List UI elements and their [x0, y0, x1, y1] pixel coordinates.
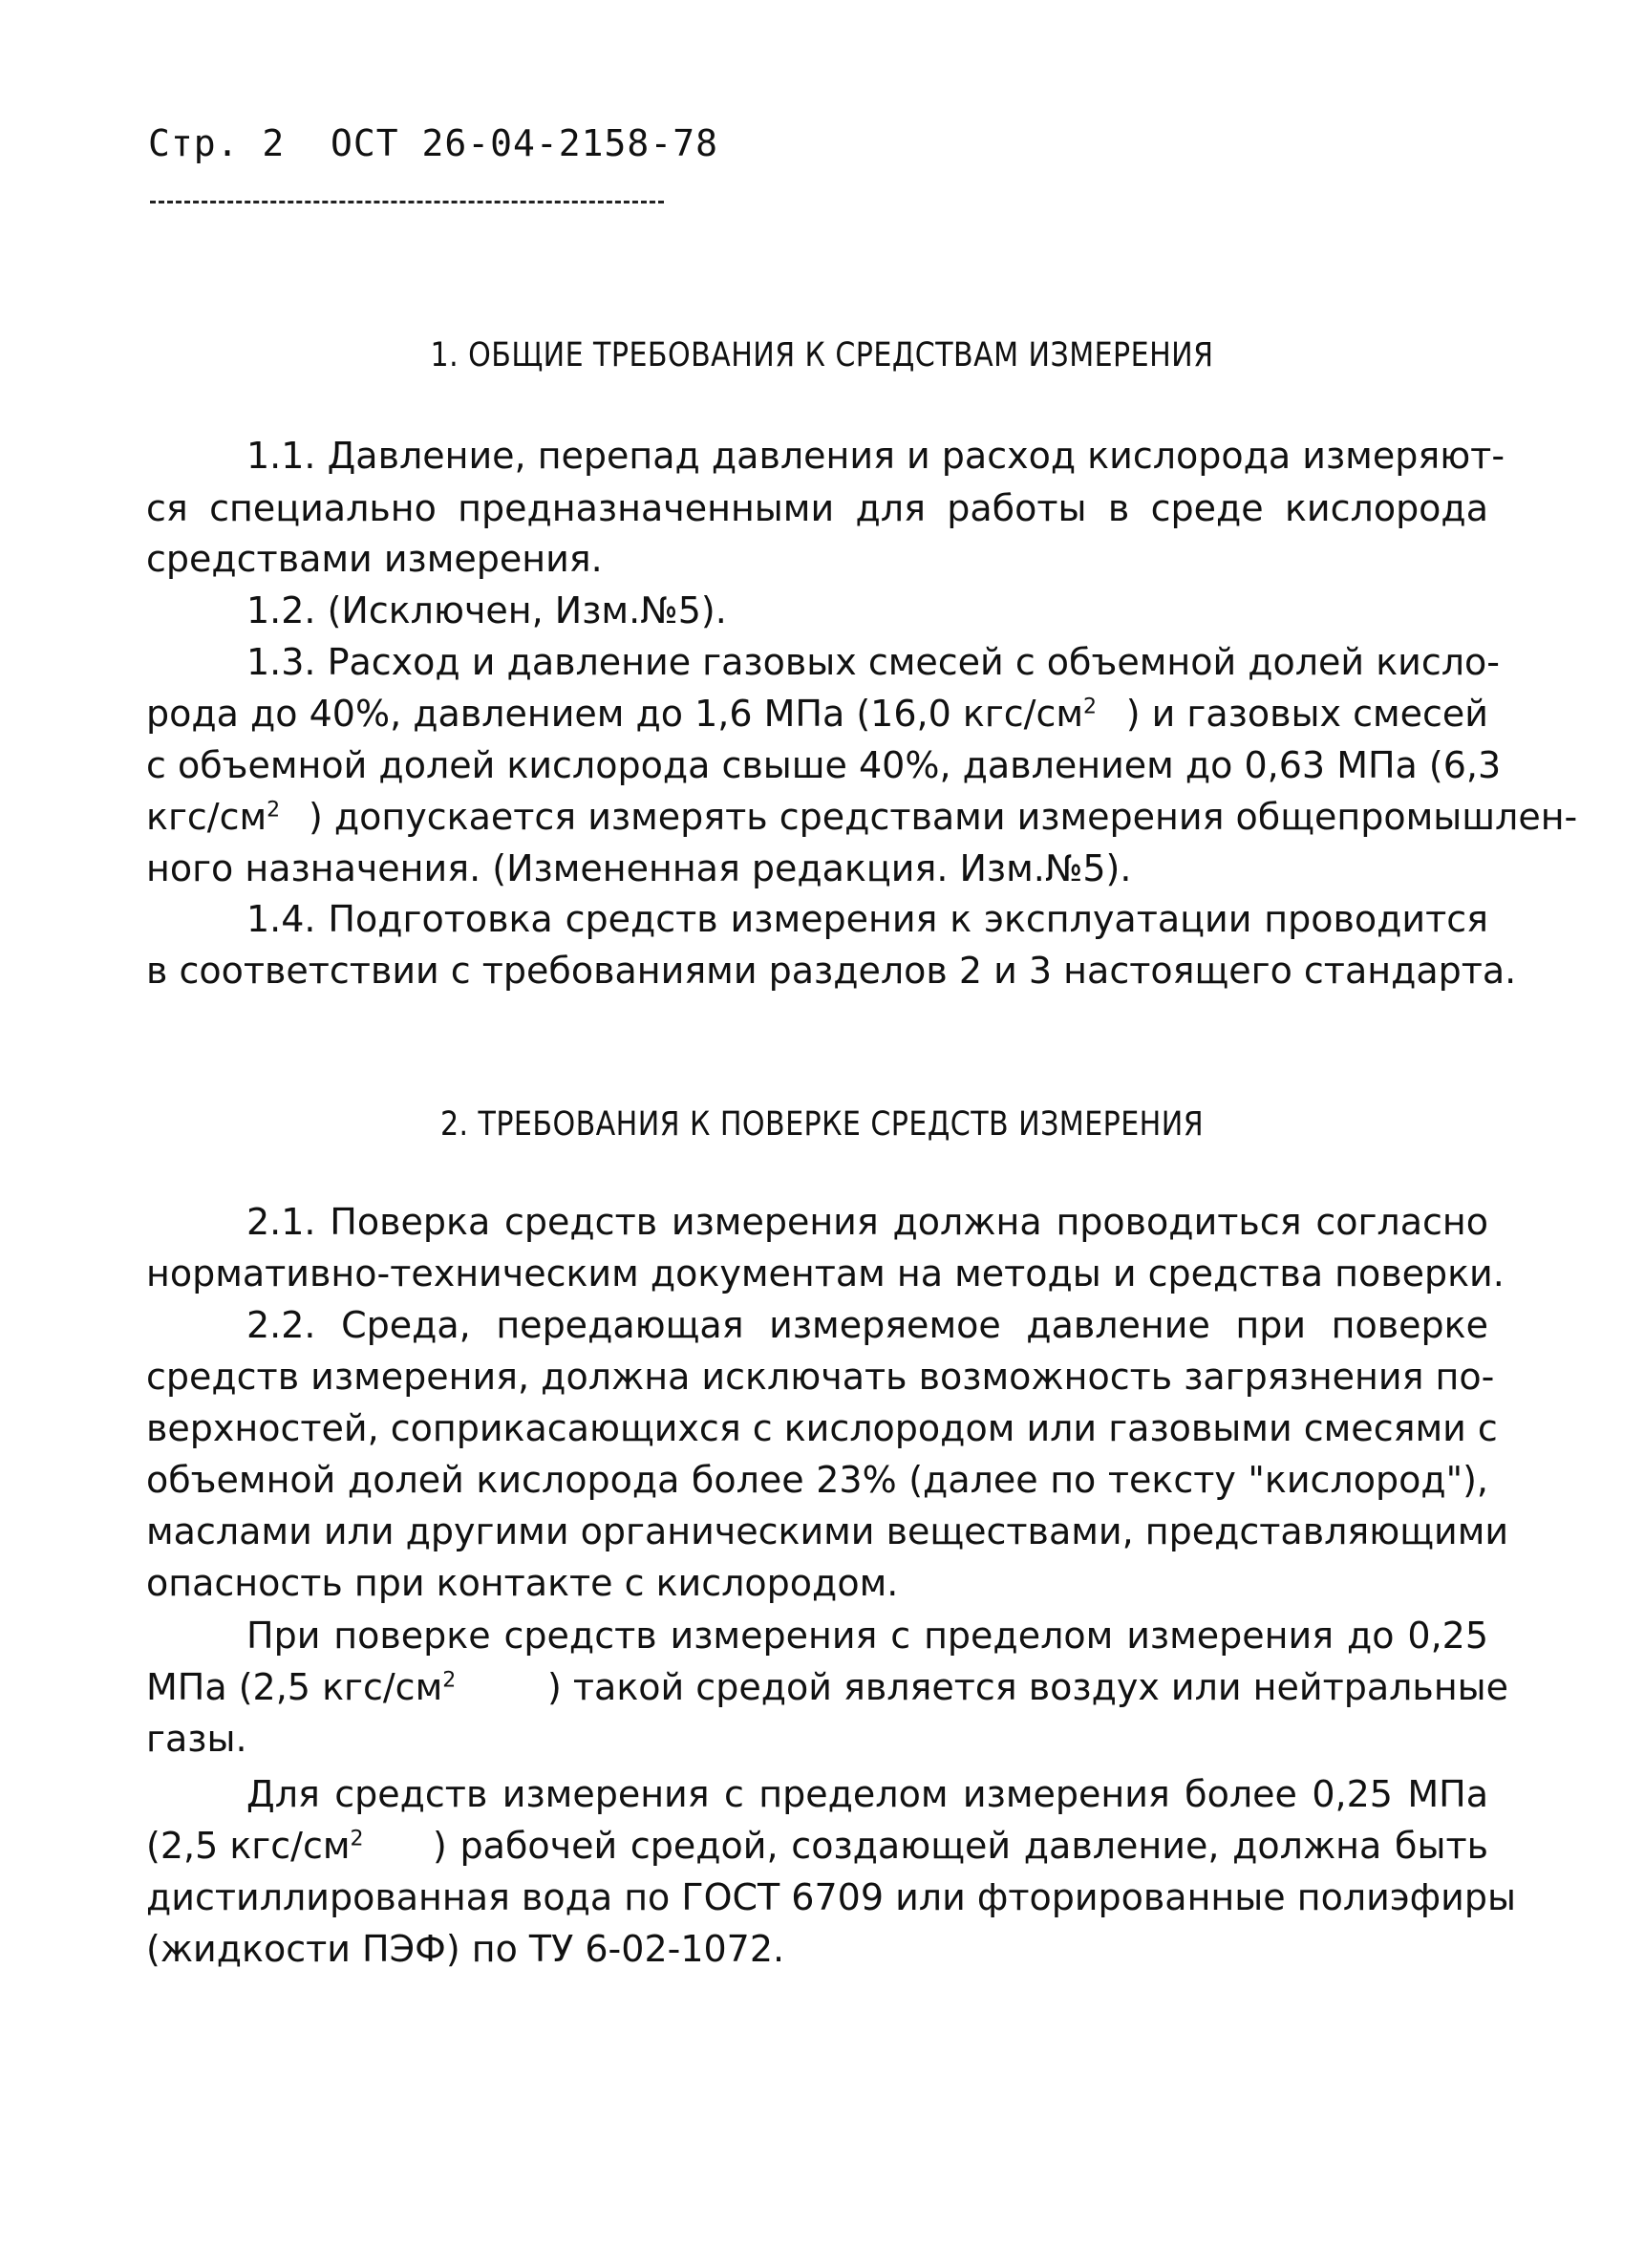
- superscript: 2: [267, 798, 281, 823]
- paragraph-line: 1.3. Расход и давление газовых смесей с объемной долей кисло-: [246, 641, 1501, 683]
- paragraph-line: ся специально предназначенными для работы в среде кислорода: [146, 487, 1488, 529]
- paragraph-line: ного назначения. (Измененная редакция. Изм.№5).: [146, 847, 1132, 889]
- paragraph-line: 2.2. Среда, передающая измеряемое давление при поверке: [246, 1304, 1488, 1346]
- paragraph-line: [146, 1666, 1509, 1708]
- paragraph-line: верхностей, соприкасающихся с кислородом или газовыми смесями с: [146, 1407, 1498, 1449]
- paragraph-line: дистиллированная вода по ГОСТ 6709 или фторированные полиэфиры: [146, 1876, 1516, 1918]
- paragraph-line: [146, 796, 1578, 838]
- paragraph-line: 2.1. Поверка средств измерения должна проводиться согласно: [246, 1201, 1488, 1243]
- paragraph-line: в соответствии с требованиями разделов 2 и 3 настоящего стандарта.: [146, 950, 1517, 992]
- text-run: (2,5 кгс/см: [146, 1825, 351, 1867]
- section-1-title: 1. ОБЩИЕ ТРЕБОВАНИЯ К СРЕДСТВАМ ИЗМЕРЕНИЯ: [430, 336, 1214, 374]
- paragraph-line: объемной долей кислорода более 23% (далее по тексту "кислород"),: [146, 1459, 1488, 1501]
- text-run: рода до 40%, давлением до 1,6 МПа (16,0 кгс/см: [146, 693, 1084, 735]
- paragraph-line: При поверке средств измерения с пределом измерения до 0,25: [246, 1615, 1488, 1657]
- superscript: 2: [350, 1827, 364, 1851]
- text-run: ) допускается измерять средствами измерения общепромышлен-: [309, 796, 1578, 838]
- paragraph-line: средствами измерения.: [146, 538, 603, 580]
- paragraph-line: опасность при контакте с кислородом.: [146, 1562, 899, 1604]
- text-run: кгс/см: [146, 796, 267, 838]
- paragraph-line: 1.4. Подготовка средств измерения к эксплуатации проводится: [246, 898, 1488, 940]
- text-run: МПа (2,5 кгс/см: [146, 1666, 443, 1708]
- page-header: Стр. 2 ОСТ 26-04-2158-78: [148, 122, 718, 164]
- paragraph-line: маслами или другими органическими веществами, представляющими: [146, 1510, 1509, 1552]
- header-dashed-rule: [150, 201, 664, 203]
- paragraph-line: [146, 1825, 1488, 1867]
- paragraph-line: с объемной долей кислорода свыше 40%, давлением до 0,63 МПа (6,3: [146, 744, 1502, 786]
- text-run: ) и газовых смесей: [1125, 693, 1488, 735]
- paragraph-line: [146, 693, 1488, 735]
- paragraph-line: 1.1. Давление, перепад давления и расход кислорода измеряют-: [246, 435, 1505, 477]
- paragraph-line: нормативно-техническим документам на методы и средства поверки.: [146, 1252, 1505, 1294]
- paragraph-line: (жидкости ПЭФ) по ТУ 6-02-1072.: [146, 1928, 785, 1970]
- text-run: ) такой средой является воздух или нейтральные: [547, 1666, 1509, 1708]
- superscript: 2: [1083, 695, 1098, 719]
- superscript: 2: [442, 1668, 457, 1693]
- paragraph-line: Для средств измерения с пределом измерения более 0,25 МПа: [246, 1773, 1488, 1815]
- section-2-title: 2. ТРЕБОВАНИЯ К ПОВЕРКЕ СРЕДСТВ ИЗМЕРЕНИЯ: [439, 1105, 1205, 1144]
- paragraph-line: средств измерения, должна исключать возможность загрязнения по-: [146, 1356, 1495, 1398]
- text-run: ) рабочей средой, создающей давление, должна быть: [433, 1825, 1488, 1867]
- paragraph-line: газы.: [146, 1718, 247, 1760]
- paragraph-line: 1.2. (Исключен, Изм.№5).: [246, 589, 727, 631]
